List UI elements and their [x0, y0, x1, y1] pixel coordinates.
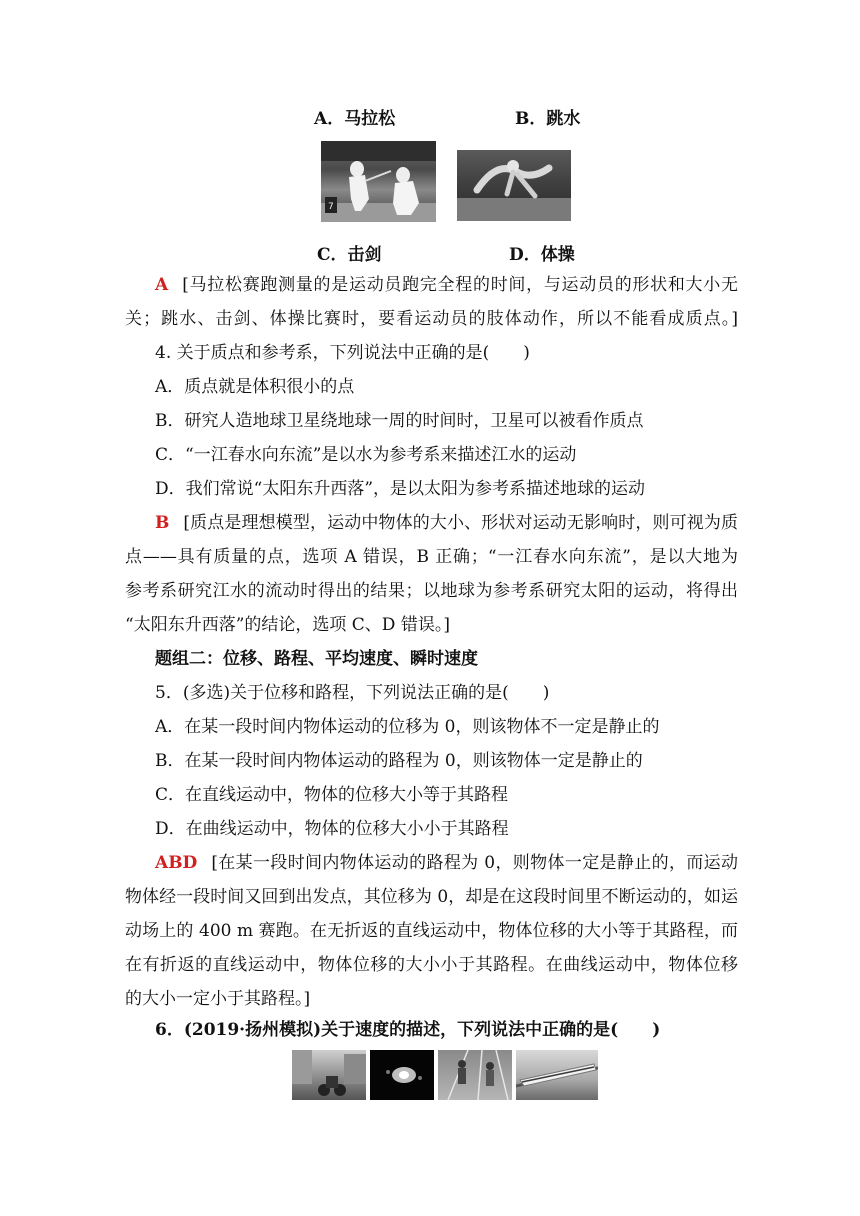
- bullet-flash-image: [370, 1050, 434, 1100]
- fencing-figures-image: [321, 141, 436, 222]
- q4-option-d: D．我们常说“太阳东升西落”，是以太阳为参考系描述地球的运动: [155, 479, 646, 499]
- q4-option-b: B．研究人造地球卫星绕地球一周的时间时，卫星可以被看作质点: [155, 411, 644, 431]
- q3-explanation-text-1: [马拉松赛跑测量的是运动员跑完全程的时间，与运动员的形状和大小无: [182, 275, 738, 295]
- q5-stem: 5．(多选)关于位移和路程，下列说法正确的是( ): [155, 683, 550, 703]
- q5-explanation-line-1: [125, 852, 738, 874]
- q5-explanation-line-4: 在有折返的直线运动中，物体位移的大小小于其路程。在曲线运动中，物体位移: [125, 955, 738, 975]
- q5-option-a: A．在某一段时间内物体运动的位移为 0，则该物体不一定是静止的: [155, 717, 660, 737]
- svg-text:7: 7: [328, 202, 334, 212]
- q5-answer: ABD: [155, 853, 198, 873]
- motorcycle-image: [292, 1050, 366, 1100]
- q4-explanation-line-4: “太阳东升西落”的结论，选项 C、D 错误。]: [125, 615, 450, 635]
- dark-sparkle-photo: [370, 1050, 434, 1100]
- q5-explanation-line-5: 的大小一定小于其路程。]: [125, 989, 311, 1009]
- q4-explanation-line-3: 参考系研究江水的流动时得出的结果；以地球为参考系研究太阳的运动，将得出: [125, 581, 738, 601]
- gymnast-figure-image: [457, 150, 571, 221]
- fencing-photo: [321, 141, 436, 222]
- gymnastics-photo: [457, 150, 571, 221]
- q6-stem: 6．(2019·扬州模拟)关于速度的描述，下列说法中正确的是( ): [155, 1020, 661, 1040]
- runners-image: [438, 1050, 512, 1100]
- q5-explanation-text-1: [在某一段时间内物体运动的路程为 0，则物体一定是静止的，而运动: [211, 853, 738, 873]
- q3-option-c: C．击剑: [317, 245, 382, 265]
- q3-explanation-line-2: 关；跳水、击剑、体操比赛时，要看运动员的肢体动作，所以不能看成质点。]: [125, 309, 738, 329]
- q5-explanation-line-2: 物体经一段时间又回到出发点，其位移为 0，却是在这段时间里不断运动的，如运: [125, 887, 738, 907]
- q4-option-c: C．“一江春水向东流”是以水为参考系来描述江水的运动: [155, 445, 577, 465]
- q4-explanation-line-2: 点——具有质量的点，选项 A 错误，B 正确；“一江春水向东流”，是以大地为: [125, 547, 738, 567]
- q3-answer: A: [155, 275, 169, 295]
- q4-option-a: A．质点就是体积很小的点: [155, 377, 355, 397]
- q3-option-b: B．跳水: [515, 109, 581, 129]
- q4-explanation-line-1: [125, 512, 738, 534]
- q5-option-b: B．在某一段时间内物体运动的路程为 0，则该物体一定是静止的: [155, 751, 643, 771]
- q5-option-c: C．在直线运动中，物体的位移大小等于其路程: [155, 785, 509, 805]
- high-speed-train-photo: [516, 1050, 598, 1100]
- track-race-photo: [438, 1050, 512, 1100]
- q3-option-a: A．马拉松: [314, 109, 396, 129]
- q3-explanation-line-1: [125, 274, 738, 296]
- q5-option-d: D．在曲线运动中，物体的位移大小小于其路程: [155, 819, 509, 839]
- q4-explanation-text-1: [质点是理想模型，运动中物体的大小、形状对运动无影响时，则可视为质: [183, 513, 738, 533]
- group2-heading: 题组二：位移、路程、平均速度、瞬时速度: [155, 649, 478, 669]
- q5-explanation-line-3: 动场上的 400 m 赛跑。在无折返的直线运动中，物体位移的大小等于其路程，而: [125, 921, 738, 941]
- street-motorcycle-photo: [292, 1050, 366, 1100]
- q4-stem: 4. 关于质点和参考系，下列说法中正确的是( ): [155, 343, 530, 363]
- q3-option-d: D．体操: [509, 245, 575, 265]
- q4-answer: B: [155, 513, 170, 533]
- train-image: [516, 1050, 598, 1100]
